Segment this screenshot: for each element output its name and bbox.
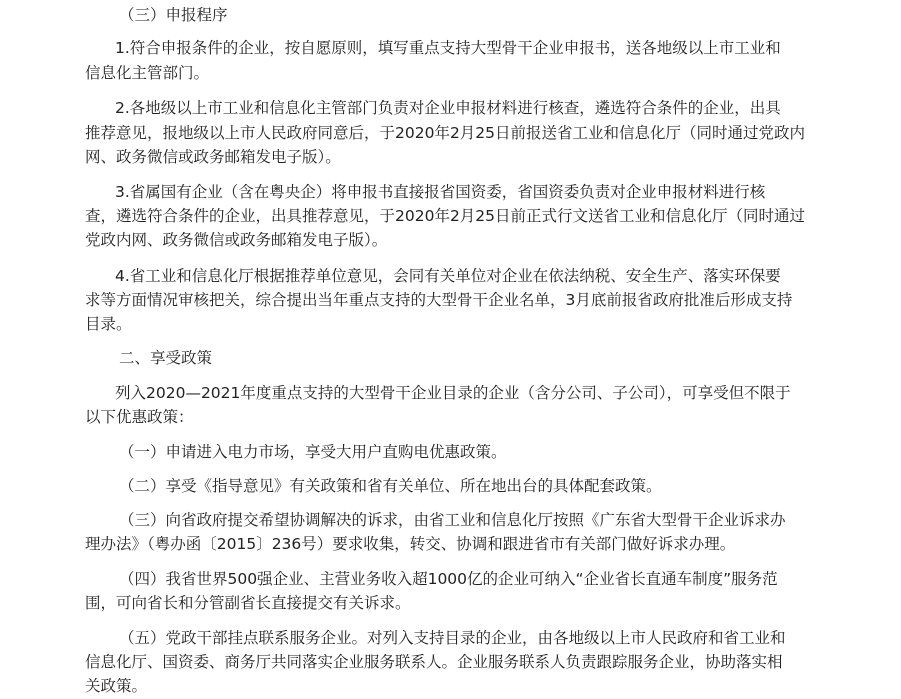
paragraph-line: 2.各地级以上市工业和信息化主管部门负责对企业申报材料进行核查，遴选符合条件的企业，出具 [115, 99, 781, 117]
paragraph-line: 3.省属国有企业（含在粤央企）将申报书直接报省国资委，省国资委负责对企业申报材料进行核 [115, 183, 766, 201]
paragraph-line: 目录。 [85, 315, 132, 333]
paragraph-line: 理办法》（粤办函〔2015〕236号）要求收集，转交、协调和跟进省市有关部门做好诉求办理。 [85, 535, 736, 553]
paragraph-line: （二）享受《指导意见》有关政策和省有关单位、所在地出台的具体配套政策。 [119, 477, 662, 495]
paragraph-line: 以下优惠政策： [85, 408, 194, 426]
paragraph-line: 围，可向省长和分管副省长直接提交有关诉求。 [85, 594, 411, 612]
paragraph-line: （四）我省世界500强企业、主营业务收入超1000亿的企业可纳入“企业省长直通车制度”服务范 [119, 570, 778, 588]
paragraph-line: 1.符合申报条件的企业，按自愿原则，填写重点支持大型骨干企业申报书，送各地级以上市工业和 [115, 39, 781, 57]
section-heading-procedure: （三）申报程序 [119, 6, 228, 24]
paragraph-line: （一）申请进入电力市场，享受大用户直购电优惠政策。 [119, 443, 507, 461]
paragraph-line: 4.省工业和信息化厅根据推荐单位意见，会同有关单位对企业在依法纳税、安全生产、落实环保要 [115, 267, 781, 285]
paragraph-line: （三）向省政府提交希望协调解决的诉求，由省工业和信息化厅按照《广东省大型骨干企业诉求办 [119, 511, 786, 529]
paragraph-line: 查，遴选符合条件的企业，出具推荐意见，于2020年2月25日前正式行文送省工业和信息化厅（同时通过 [85, 207, 806, 225]
paragraph-line: 求等方面情况审核把关，综合提出当年重点支持的大型骨干企业名单，3月底前报省政府批准后形成支持 [85, 291, 793, 309]
paragraph-line: 推荐意见，报地级以上市人民政府同意后，于2020年2月25日前报送省工业和信息化厅（同时通过党政内 [85, 124, 806, 142]
paragraph-line: 列入2020—2021年度重点支持的大型骨干企业目录的企业（含分公司、子公司），可享受但不限于 [115, 384, 791, 402]
paragraph-line: 信息化主管部门。 [85, 64, 210, 82]
section-heading-policies: 二、享受政策 [119, 349, 213, 367]
paragraph-line: 信息化厅、国资委、商务厅共同落实企业服务联系人。企业服务联系人负责跟踪服务企业，协助落实相 [85, 653, 783, 671]
paragraph-line: 关政策。 [85, 677, 148, 695]
paragraph-line: 党政内网、政务微信或政务邮箱发电子版）。 [85, 231, 388, 249]
paragraph-line: （五）党政干部挂点联系服务企业。对列入支持目录的企业，由各地级以上市人民政府和省工业和 [119, 629, 786, 647]
paragraph-line: 网、政务微信或政务邮箱发电子版）。 [85, 148, 341, 166]
